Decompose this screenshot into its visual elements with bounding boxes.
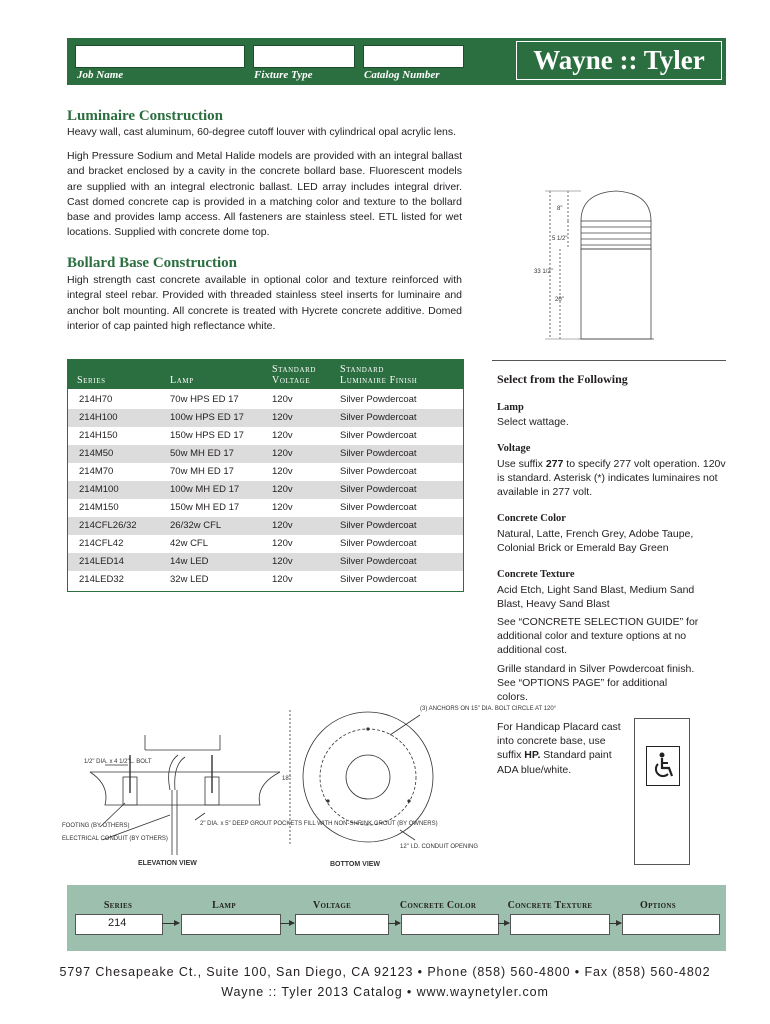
order-voltage-field[interactable] (295, 914, 389, 935)
bottom-view-label: BOTTOM VIEW (330, 861, 381, 868)
header-bar (67, 38, 726, 85)
cell-series: 214M70 (79, 466, 114, 477)
cell-finish: Silver Powdercoat (340, 448, 417, 459)
options-title: Select from the Following (497, 372, 628, 386)
wheelchair-icon (647, 747, 679, 785)
order-series-value: 214 (108, 917, 127, 929)
cell-finish: Silver Powdercoat (340, 502, 417, 513)
job-name-field[interactable] (75, 45, 245, 68)
arrow-icon (280, 923, 294, 924)
voltage-text-b: to specify 277 volt operation. 120v is standard. Asterisk (*) indicates luminaires not available in 277 volt. (497, 458, 726, 499)
cell-voltage: 120v (272, 538, 293, 549)
table-row (68, 535, 463, 553)
options-divider (492, 360, 726, 361)
cell-lamp: 42w CFL (170, 538, 209, 549)
anchors-note: (3) ANCHORS ON 15" DIA. BOLT CIRCLE AT 120° (420, 706, 557, 712)
voltage-title: Voltage (497, 443, 531, 454)
cell-voltage: 120v (272, 520, 293, 531)
bolt-note: 1/2" DIA. x 4 1/2"L. BOLT (84, 759, 152, 765)
cell-series: 214M150 (79, 502, 119, 513)
cell-finish: Silver Powdercoat (340, 520, 417, 531)
order-label-options: Options (640, 900, 676, 911)
table-row (68, 445, 463, 463)
opening-note: 12" I.D. CONDUIT OPENING (400, 844, 479, 850)
texture-title: Concrete Texture (497, 569, 575, 580)
table-row (68, 463, 463, 481)
cell-lamp: 26/32w CFL (170, 520, 222, 531)
dim-total: 33 1/2" (534, 269, 553, 275)
footing-note: FOOTING (BY OTHERS) (62, 823, 130, 829)
cell-finish: Silver Powdercoat (340, 574, 417, 585)
cell-lamp: 70w MH ED 17 (170, 466, 234, 477)
order-lamp-field[interactable] (181, 914, 281, 935)
voltage-text-a: Use suffix (497, 458, 546, 470)
ada-placard-drawing (634, 718, 690, 865)
luminaire-intro: Heavy wall, cast aluminum, 60-degree cutoff louver with cylindrical opal acrylic lens. (67, 126, 457, 138)
cell-lamp: 14w LED (170, 556, 209, 567)
col-finish-line2: Luminaire Finish (340, 375, 418, 386)
catalog-number-label: Catalog Number (364, 69, 440, 81)
cell-finish: Silver Powdercoat (340, 466, 417, 477)
cell-finish: Silver Powdercoat (340, 412, 417, 423)
cell-series: 214M50 (79, 448, 114, 459)
order-color-field[interactable] (401, 914, 499, 935)
arrow-icon (609, 923, 621, 924)
arrow-icon (388, 923, 400, 924)
cell-series: 214CFL26/32 (79, 520, 137, 531)
col-voltage-line2: Voltage (272, 375, 311, 386)
order-label-texture: Concrete Texture (507, 900, 593, 911)
cell-series: 214LED32 (79, 574, 124, 585)
table-row (68, 409, 463, 427)
guide-text: See “CONCRETE SELECTION GUIDE” for additional color and texture options at no additional cost. (497, 616, 699, 657)
cell-finish: Silver Powdercoat (340, 394, 417, 405)
voltage-text (497, 457, 733, 500)
catalog-number-field[interactable] (363, 45, 464, 68)
cell-voltage: 120v (272, 466, 293, 477)
bollard-title: Bollard Base Construction (67, 255, 238, 271)
dim-top: 8" (557, 206, 563, 212)
col-voltage-line1: Standard (272, 364, 317, 375)
handicap-text-b: Standard paint ADA blue/white. (497, 749, 612, 776)
handicap-suffix: HP. (524, 749, 541, 762)
cell-series: 214M100 (79, 484, 119, 495)
table-row (68, 517, 463, 535)
table-row (68, 571, 463, 589)
table-header (68, 360, 463, 389)
col-lamp: Lamp (170, 375, 194, 386)
cell-lamp: 100w MH ED 17 (170, 484, 240, 495)
cell-lamp: 100w HPS ED 17 (170, 412, 244, 423)
luminaire-title: Luminaire Construction (67, 108, 223, 124)
lamp-title: Lamp (497, 402, 524, 413)
cell-lamp: 150w MH ED 17 (170, 502, 240, 513)
cell-voltage: 120v (272, 412, 293, 423)
footer-address: 5797 Chesapeake Ct., Suite 100, San Diego, CA 92123 • Phone (858) 560-4800 • Fax (858) 560-4802 (59, 965, 711, 979)
luminaire-description: High Pressure Sodium and Metal Halide models are provided with an integral ballast and bracket enclosed by a cavity in the concrete bollard base. Fluorescent models are supplied with an integral electronic ballast. LED array includes integral driver. Cast domed concrete cap is provided in a matching color and texture to the bollard base and provides lamp access. All fasteners are stainless steel. ETL listed for wet locations. Supplied with concrete dome top. (67, 150, 462, 239)
cell-finish: Silver Powdercoat (340, 430, 417, 441)
order-label-voltage: Voltage (312, 900, 352, 911)
elevation-view-label: ELEVATION VIEW (138, 860, 197, 867)
dim-louver: 5 1/2" (552, 236, 568, 242)
handicap-text (497, 720, 622, 777)
ada-sign-frame (646, 746, 680, 786)
cell-voltage: 120v (272, 394, 293, 405)
cell-voltage: 120v (272, 430, 293, 441)
cell-voltage: 120v (272, 502, 293, 513)
bollard-side-drawing (530, 183, 670, 348)
order-texture-field[interactable] (510, 914, 610, 935)
cell-series: 214H70 (79, 394, 113, 405)
dim-base: 20" (555, 297, 564, 303)
color-text: Natural, Latte, French Grey, Adobe Taupe, Colonial Brick or Emerald Bay Green (497, 528, 694, 555)
cell-finish: Silver Powdercoat (340, 484, 417, 495)
table-row (68, 481, 463, 499)
cell-series: 214H100 (79, 412, 118, 423)
texture-text: Acid Etch, Light Sand Blast, Medium Sand Blast, Heavy Sand Blast (497, 584, 695, 611)
table-row (68, 499, 463, 517)
cell-finish: Silver Powdercoat (340, 556, 417, 567)
cell-voltage: 120v (272, 574, 293, 585)
order-series-field[interactable] (75, 914, 163, 935)
cell-finish: Silver Powdercoat (340, 538, 417, 549)
cell-lamp: 32w LED (170, 574, 209, 585)
arrow-icon (162, 923, 179, 924)
table-row (68, 427, 463, 445)
order-label-color: Concrete Color (399, 900, 477, 911)
cell-series: 214CFL42 (79, 538, 124, 549)
conduit-note: ELECTRICAL CONDUIT (BY OTHERS) (62, 836, 168, 842)
footer-catalog (0, 985, 770, 999)
cell-lamp: 150w HPS ED 17 (170, 430, 244, 441)
table-row (68, 553, 463, 571)
bollard-description: High strength cast concrete available in optional color and texture reinforced with integral steel rebar. Provided with threaded stainless steel inserts for luminaire and anchor bolt mounting. All concrete is treated with Hycrete concrete additive. Domed interior of cap painted high reflectance white. (67, 274, 462, 332)
series-table (67, 359, 464, 592)
fixture-type-label: Fixture Type (254, 69, 313, 81)
col-finish-line1: Standard (340, 364, 385, 375)
arrow-icon (498, 923, 509, 924)
cell-voltage: 120v (272, 556, 293, 567)
cell-series: 214LED14 (79, 556, 124, 567)
handicap-text-a: For Handicap Placard cast into concrete base, use suffix (497, 721, 621, 762)
fixture-type-field[interactable] (253, 45, 355, 68)
order-options-field[interactable] (622, 914, 720, 935)
job-name-label: Job Name (77, 69, 124, 81)
bottom-dim: 18" (282, 776, 291, 782)
grille-text: Grille standard in Silver Powdercoat finish. See “OPTIONS PAGE” for additional colors. (497, 663, 695, 704)
ordering-guide (67, 885, 726, 951)
col-series: Series (77, 375, 106, 386)
color-title: Concrete Color (497, 513, 566, 524)
grout-note: 2" DIA. x 5" DEEP GROUT POCKETS FILL WITH NON-SHRINK GROUT (BY OWNERS) (200, 821, 438, 827)
voltage-suffix: 277 (545, 458, 564, 470)
lamp-text: Select wattage. (497, 416, 569, 428)
footer-catalog-text: Wayne :: Tyler 2013 Catalog • www.waynetyler.com (221, 985, 549, 999)
order-label-series: Series (103, 900, 133, 911)
cell-voltage: 120v (272, 484, 293, 495)
cell-lamp: 70w HPS ED 17 (170, 394, 239, 405)
cell-voltage: 120v (272, 448, 293, 459)
order-label-lamp: Lamp (212, 900, 236, 911)
cell-series: 214H150 (79, 430, 118, 441)
brand-logo: Wayne :: Tyler (516, 41, 722, 80)
cell-lamp: 50w MH ED 17 (170, 448, 234, 459)
table-row (68, 391, 463, 409)
